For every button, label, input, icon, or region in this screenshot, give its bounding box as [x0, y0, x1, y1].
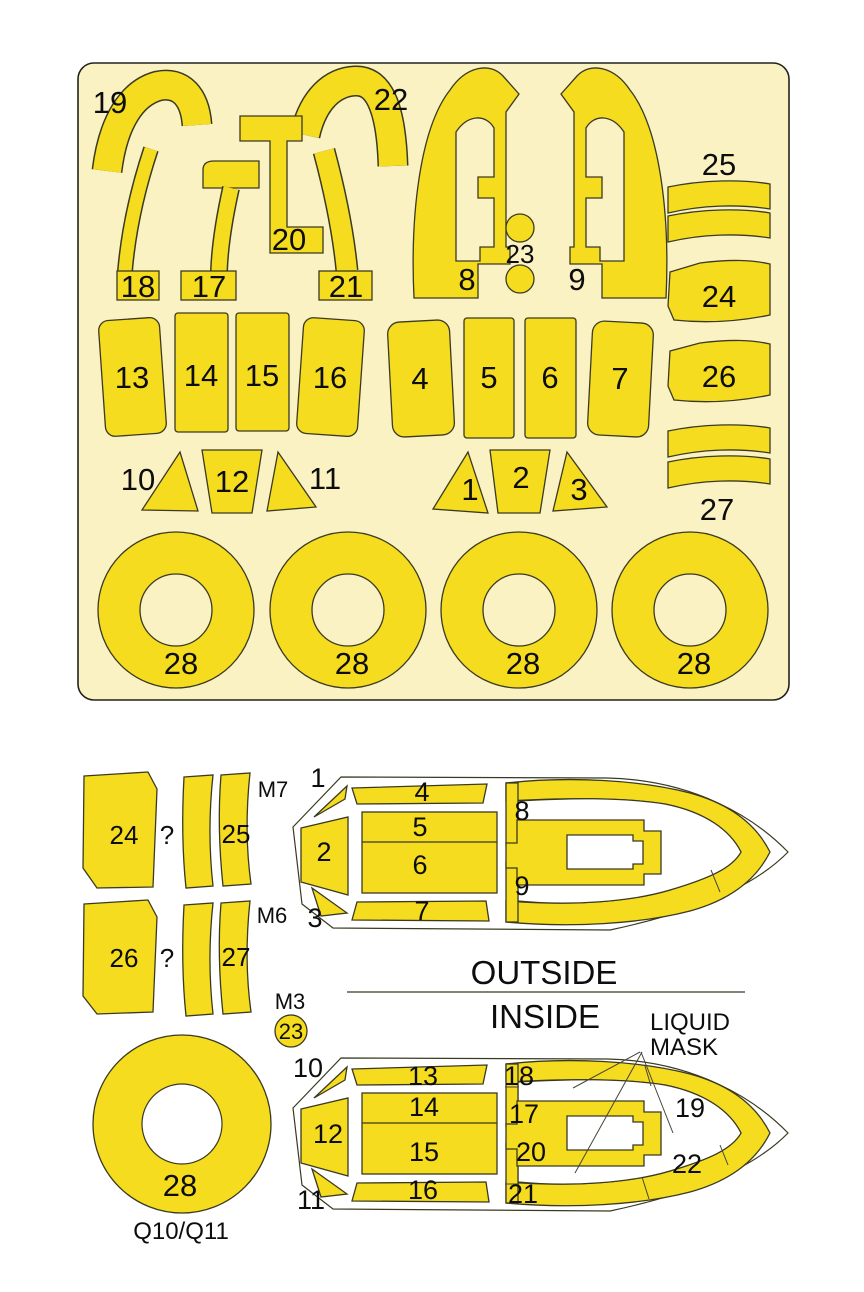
sheet-piece-27-label: 27 — [699, 492, 735, 527]
outside-canopy-diagram — [293, 777, 788, 930]
inside-label-22: 22 — [671, 1149, 703, 1179]
outside-label-8: 8 — [514, 796, 530, 826]
sheet-piece-28-donut-3-hole — [483, 574, 555, 646]
liquid-mask-label-line1: LIQUID — [650, 1009, 731, 1036]
inside-label-10: 10 — [292, 1053, 324, 1083]
outside-label-5: 5 — [412, 812, 428, 842]
sheet-piece-11-label: 11 — [308, 461, 342, 496]
side-piece-25-label: 25 — [221, 819, 251, 849]
m7-label: M7 — [257, 777, 289, 802]
inside-label-14: 14 — [408, 1092, 440, 1122]
liquid-mask-label-line2: MASK — [650, 1034, 719, 1061]
inside-label-12: 12 — [312, 1119, 344, 1149]
sheet-piece-7-label: 7 — [611, 361, 629, 396]
sheet-piece-9-label: 9 — [568, 262, 586, 297]
side-piece-23-label: 23 — [278, 1019, 304, 1044]
inside-label-17: 17 — [508, 1099, 540, 1129]
inside-label-18: 18 — [503, 1061, 535, 1091]
question-mark-upper: ? — [159, 820, 175, 850]
sheet-piece-28-donut-2-hole — [312, 574, 384, 646]
inside-label-11: 11 — [296, 1185, 326, 1215]
sheet-piece-4-label: 4 — [411, 361, 429, 396]
sheet-piece-14-label: 14 — [183, 358, 219, 393]
side-strip-unlabeled-upper — [183, 775, 213, 888]
m6-label: M6 — [256, 903, 288, 928]
sheet-piece-13-label: 13 — [114, 360, 150, 395]
sheet-piece-19-label: 19 — [92, 85, 128, 120]
sheet-piece-28-label-1: 28 — [163, 646, 199, 681]
sheet-piece-18-label: 18 — [120, 269, 156, 304]
sheet-piece-24-label: 24 — [701, 279, 737, 314]
sheet-piece-28-label-3: 28 — [505, 646, 541, 681]
inside-label-19: 19 — [674, 1093, 706, 1123]
m3-label: M3 — [274, 989, 306, 1014]
inside-label-13: 13 — [407, 1061, 439, 1091]
side-strip-unlabeled-lower — [183, 903, 213, 1016]
wheel-mask-28-label: 28 — [162, 1168, 198, 1203]
sheet-piece-26-label: 26 — [701, 359, 737, 394]
wheel-mask-28-hole — [142, 1084, 222, 1164]
outside-label-3: 3 — [307, 903, 323, 933]
inside-label-21: 21 — [507, 1179, 539, 1209]
sheet-piece-22-label: 22 — [373, 82, 409, 117]
sheet-piece-23-circle-bottom — [506, 265, 534, 293]
sheet-piece-6-label: 6 — [541, 360, 559, 395]
side-piece-26-label: 26 — [109, 943, 139, 973]
question-mark-lower: ? — [159, 943, 175, 973]
sheet-piece-28-label-2: 28 — [334, 646, 370, 681]
sheet-piece-17-label: 17 — [191, 269, 227, 304]
inside-label-16: 16 — [407, 1175, 439, 1205]
wheel-caption: Q10/Q11 — [133, 1218, 229, 1245]
sheet-piece-17-arm — [203, 161, 259, 188]
sheet-piece-28-label-4: 28 — [676, 646, 712, 681]
side-piece-24-label: 24 — [109, 820, 139, 850]
sheet-piece-1-label: 1 — [461, 472, 479, 507]
sheet-piece-15-label: 15 — [244, 358, 280, 393]
sheet-piece-23-label: 23 — [505, 239, 535, 269]
outside-label-7: 7 — [414, 896, 430, 926]
side-piece-27-label: 27 — [221, 942, 251, 972]
outside-label-9: 9 — [514, 871, 530, 901]
sheet-piece-23-circle-top — [506, 214, 534, 242]
inside-label-15: 15 — [408, 1137, 440, 1167]
sheet-piece-10-label: 10 — [120, 462, 156, 497]
outside-label-2: 2 — [316, 837, 332, 867]
sheet-piece-8-label: 8 — [458, 262, 476, 297]
sheet-piece-2-label: 2 — [512, 460, 530, 495]
sheet-piece-16-label: 16 — [312, 360, 348, 395]
sheet-piece-28-donut-4-hole — [654, 574, 726, 646]
sheet-piece-3-label: 3 — [570, 472, 588, 507]
inside-label-20: 20 — [515, 1137, 547, 1167]
sheet-piece-25-label: 25 — [701, 147, 737, 182]
outside-label-4: 4 — [414, 777, 430, 807]
inside-heading: INSIDE — [489, 998, 601, 1035]
sheet-piece-12-label: 12 — [214, 464, 250, 499]
sheet-piece-5-label: 5 — [480, 360, 498, 395]
outside-heading: OUTSIDE — [470, 954, 618, 991]
sheet-piece-21-label: 21 — [328, 269, 364, 304]
sheet-piece-28-donut-1-hole — [140, 574, 212, 646]
outside-label-6: 6 — [412, 850, 428, 880]
inside-canopy-diagram — [293, 1058, 788, 1211]
sheet-piece-20-label: 20 — [271, 222, 307, 257]
outside-label-1: 1 — [310, 763, 326, 793]
